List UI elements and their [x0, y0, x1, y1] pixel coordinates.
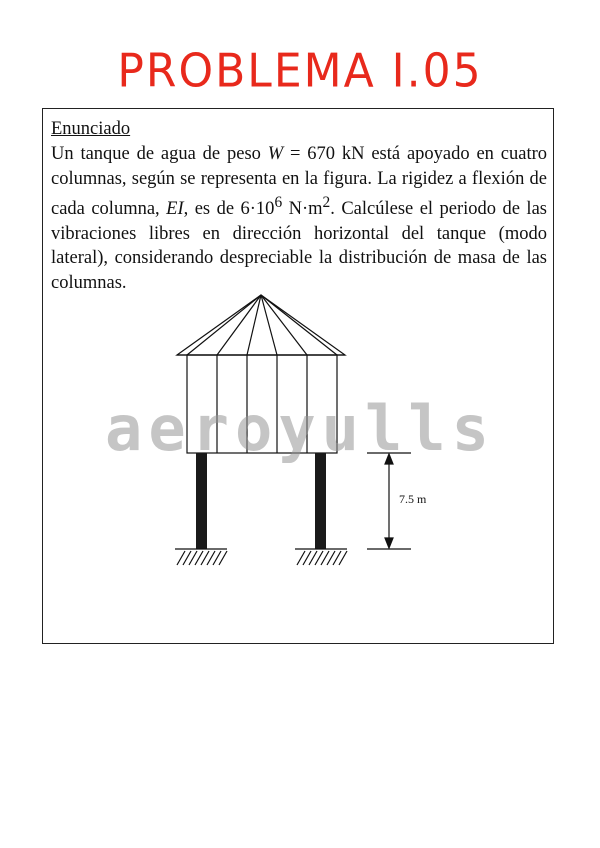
section-heading: Enunciado	[51, 119, 131, 139]
watermark: aeroyulls	[105, 392, 495, 465]
exponent: 6	[274, 194, 283, 211]
statement-text: , es de 6·10	[183, 199, 275, 220]
left-column	[196, 453, 207, 549]
stiffness-symbol: EI	[166, 199, 184, 220]
right-column	[315, 453, 326, 549]
statement-text: Un tanque de agua de peso	[51, 144, 268, 164]
tank-body	[187, 355, 337, 453]
problem-statement	[51, 142, 547, 295]
left-ground-support	[175, 549, 227, 565]
statement-text: . Calcúlese el periodo de las vibraciones libres en dirección horizontal del tanque (modo lateral), considerando despreciable la distribución de masa de las columnas.	[51, 199, 547, 293]
height-dimension-label: 7.5 m	[399, 492, 427, 506]
statement-text: N·m	[282, 199, 323, 220]
problem-box	[42, 108, 554, 644]
tank-roof	[177, 295, 345, 355]
weight-symbol: W	[267, 144, 284, 164]
problem-title: PROBLEMA I.05	[117, 44, 483, 99]
right-ground-support	[295, 549, 347, 565]
statement-text: = 670 kN está apoyado en cuatro columnas, según se representa en la figura. La rigidez a flexión de cada columna,	[51, 144, 547, 220]
water-tank-figure	[173, 289, 493, 579]
exponent: 2	[322, 194, 331, 211]
